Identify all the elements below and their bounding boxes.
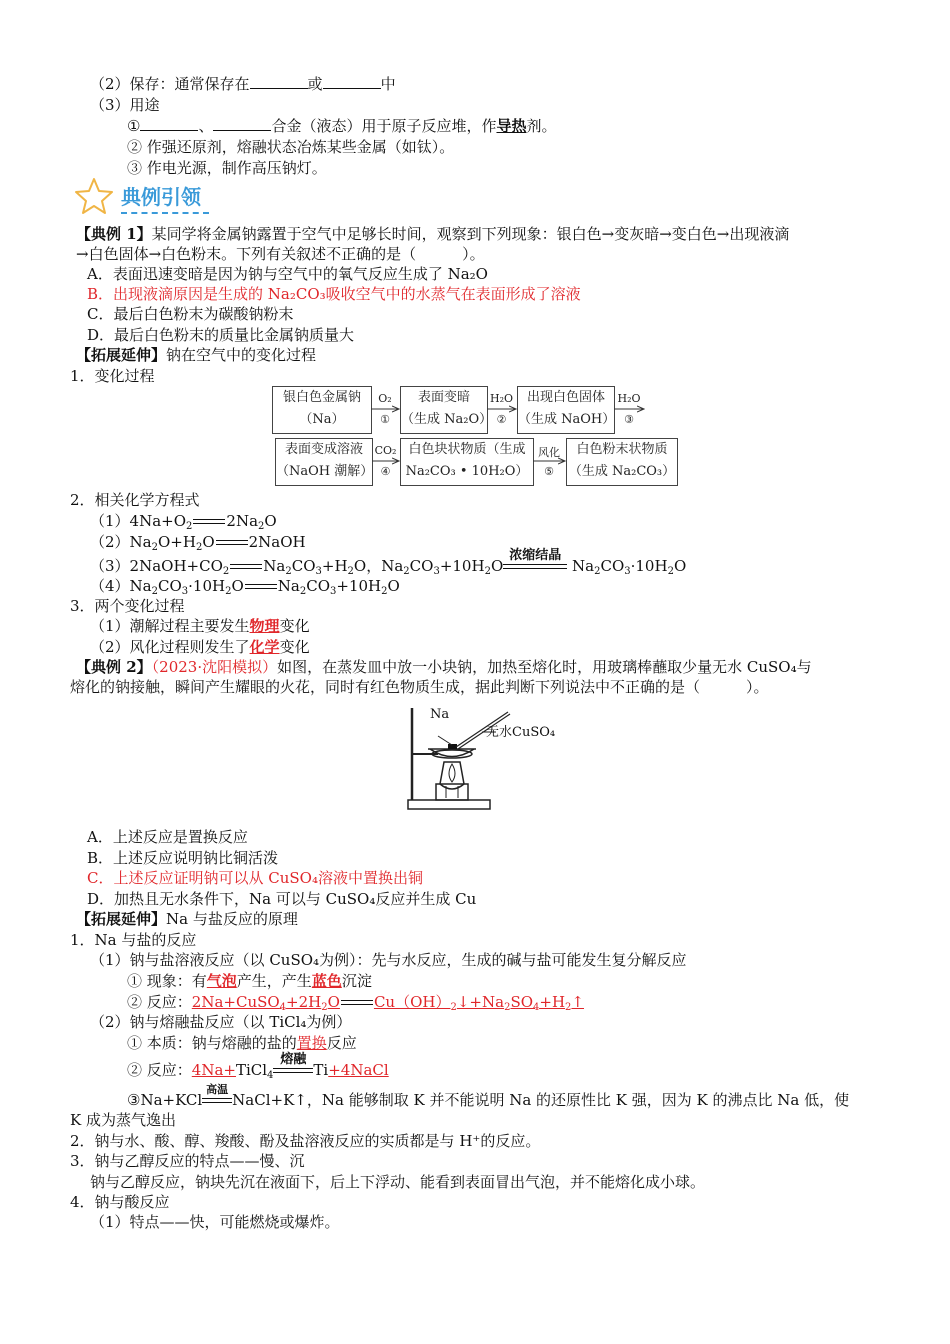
arrow-4-step: ④ bbox=[380, 465, 391, 478]
storage-line: （2）保存：通常保存在 或 中 bbox=[90, 75, 396, 93]
arrow-3-reagent: H₂O bbox=[617, 392, 641, 405]
ext2-p2: （2）钠与熔融盐反应（以 TiCl₄为例） bbox=[90, 1013, 352, 1031]
arrow-2-step: ② bbox=[496, 413, 507, 426]
flow-box-sodium: 银白色金属钠 （Na） bbox=[272, 386, 372, 434]
ex1-option-a: A．表面迅速变暗是因为钠与空气中的氧气反应生成了 Na₂O bbox=[87, 265, 488, 283]
ex1-line2: →白色固体→白色粉末。下列有关叙述不正确的是（ ）。 bbox=[76, 245, 485, 263]
arrow-1-reagent: O₂ bbox=[378, 392, 392, 405]
ex2-option-b: B．上述反应说明钠比铜活泼 bbox=[87, 849, 279, 867]
ext1-s1: 1．变化过程 bbox=[70, 367, 155, 385]
ext2-s1: 1．Na 与盐的反应 bbox=[70, 931, 197, 949]
equation-3: $(3)2NaOH+CO_2$ $Na_2CO_3+H_2O$，$Na_2CO_3+10H_2O$ 浓缩结晶 $Na_2CO_3\cdot 10H_2O$ bbox=[90, 548, 687, 577]
ext2-s2: 2．钠与水、酸、醇、羧酸、酚及盐溶液反应的实质都是与 H⁺的反应。 bbox=[70, 1132, 541, 1150]
ext1-heading: 【拓展延伸】钠在空气中的变化过程 bbox=[76, 346, 317, 364]
phenomenon-line: ① 现象：有气泡产生，产生蓝色沉淀 bbox=[127, 972, 372, 990]
ex1-option-b: B．出现液滴原因是生成的 Na₂CO₃吸收空气中的水蒸气在表面形成了溶液 bbox=[87, 285, 581, 303]
ext1-s3: 3．两个变化过程 bbox=[70, 597, 185, 615]
reaction-kcl: ③Na+KCl 高温 NaCl+K↑，Na 能够制取 K 并不能说明 Na 的还原性比 K 强，因为 K 的沸点比 Na 低，使 bbox=[127, 1090, 849, 1110]
arrow-5-step: ⑤ bbox=[544, 465, 554, 478]
uses-item-1: ① 、 合金（液态）用于原子反应堆，作导热剂。 bbox=[127, 117, 557, 135]
flow-box-white-solid: 出现白色固体 （生成 NaOH） bbox=[517, 386, 615, 434]
apparatus-figure bbox=[400, 702, 580, 818]
flow-box-hydrate: 白色块状物质（生成 Na₂CO₃ • 10H₂O） bbox=[400, 438, 534, 486]
uses-item-3: ③ 作电光源，制作高压钠灯。 bbox=[127, 159, 327, 177]
uses-item-2: ② 作强还原剂，熔融状态冶炼某些金属（如钛）。 bbox=[127, 138, 455, 156]
ext2-s3-detail: 钠与乙醇反应，钠块先沉在液面下，后上下浮动、能看到表面冒出气泡，并不能熔化成小球。 bbox=[90, 1173, 706, 1191]
figure-label-na: Na bbox=[430, 707, 450, 722]
arrow-2-reagent: H₂O bbox=[489, 392, 514, 405]
ex2-line1: 【典例 2】（2023·沈阳模拟）如图，在蒸发皿中放一小块钠，加热至熔化时，用玻璃棒蘸取少量无水 CuSO₄与 bbox=[76, 658, 812, 676]
ext2-s3: 3．钠与乙醇反应的特点——慢、沉 bbox=[70, 1152, 305, 1170]
ex2-option-a: A．上述反应是置换反应 bbox=[87, 828, 248, 846]
ext2-heading: 【拓展延伸】Na 与盐反应的原理 bbox=[76, 910, 298, 928]
star-outline-icon bbox=[74, 176, 114, 216]
arrow-3-step: ③ bbox=[624, 413, 634, 426]
reaction-kcl-cont: K 成为蒸气逸出 bbox=[70, 1111, 176, 1129]
ext2-s4-p1: （1）特点——快，可能燃烧或爆炸。 bbox=[90, 1213, 340, 1231]
arrow-4-reagent: CO₂ bbox=[374, 444, 397, 457]
molten-condition: 熔融 bbox=[280, 1052, 307, 1067]
equation-2: $(2)Na_2O+H_2O$ 2NaOH bbox=[90, 533, 306, 553]
ex1-option-c: C．最后白色粉末为碳酸钠粉末 bbox=[87, 305, 294, 323]
ext1-s2: 2．相关化学方程式 bbox=[70, 491, 200, 509]
ext2-p1: （1）钠与盐溶液反应（以 CuSO₄为例）：先与水反应，生成的碱与盐可能发生复分解反应 bbox=[90, 951, 687, 969]
high-temp-condition: 高温 bbox=[206, 1083, 229, 1096]
ex2-line2: 熔化的钠接触，瞬间产生耀眼的火花，同时有红色物质生成，据此判断下列说法中不正确的是（ ）。 bbox=[70, 678, 769, 696]
banner-underline bbox=[121, 212, 209, 214]
equation-1: $(1)4Na+O_2$ $2Na_2O$ bbox=[90, 512, 277, 532]
evaporate-crystallize-condition: 浓缩结晶 bbox=[509, 548, 562, 563]
flow-box-darken: 表面变暗 （生成 Na₂O） bbox=[400, 386, 488, 434]
essence-line: ① 本质：钠与熔融的盐的置换反应 bbox=[127, 1034, 357, 1052]
ex2-option-d: D．加热且无水条件下，Na 可以与 CuSO₄反应并生成 Cu bbox=[87, 890, 477, 908]
reaction-ticl4: ② 反应：4Na+TiCl$_4$ 熔融 Ti+4NaCl bbox=[127, 1052, 389, 1081]
process-deliquescence: （1）潮解过程主要发生物理变化 bbox=[90, 617, 310, 635]
equation-4: $(4)Na_2CO_3\cdot 10H_2O$ $Na_2CO_3+10H_2O$ bbox=[90, 577, 400, 597]
ex1-line1: 【典例 1】某同学将金属钠露置于空气中足够长时间，观察到下列现象：银白色→变灰暗→变白色→出现液滴 bbox=[76, 225, 790, 243]
ex2-option-c: C．上述反应证明钠可以从 CuSO₄溶液中置换出铜 bbox=[87, 869, 423, 887]
arrow-1-step: ① bbox=[380, 413, 390, 426]
flow-box-powder: 白色粉末状物质 （生成 Na₂CO₃） bbox=[566, 438, 678, 486]
uses-title: （3）用途 bbox=[90, 96, 160, 114]
flow-box-solution: 表面变成溶液 （NaOH 潮解） bbox=[275, 438, 373, 486]
ex1-option-d: D．最后白色粉末的质量比金属钠质量大 bbox=[87, 326, 355, 344]
arrow-5-reagent: 风化 bbox=[538, 446, 560, 459]
banner-title: 典例引领 bbox=[121, 185, 201, 209]
reaction-cuso4: ② 反应：$2Na+CuSO_4+2H_2O$ $Cu(OH)_2↓+Na_2SO_4+H_2↑$ bbox=[127, 993, 584, 1013]
ext2-s4: 4．钠与酸反应 bbox=[70, 1193, 170, 1211]
figure-label-cuso4: 无水CuSO₄ bbox=[486, 725, 556, 740]
process-efflorescence: （2）风化过程则发生了化学变化 bbox=[90, 638, 310, 656]
